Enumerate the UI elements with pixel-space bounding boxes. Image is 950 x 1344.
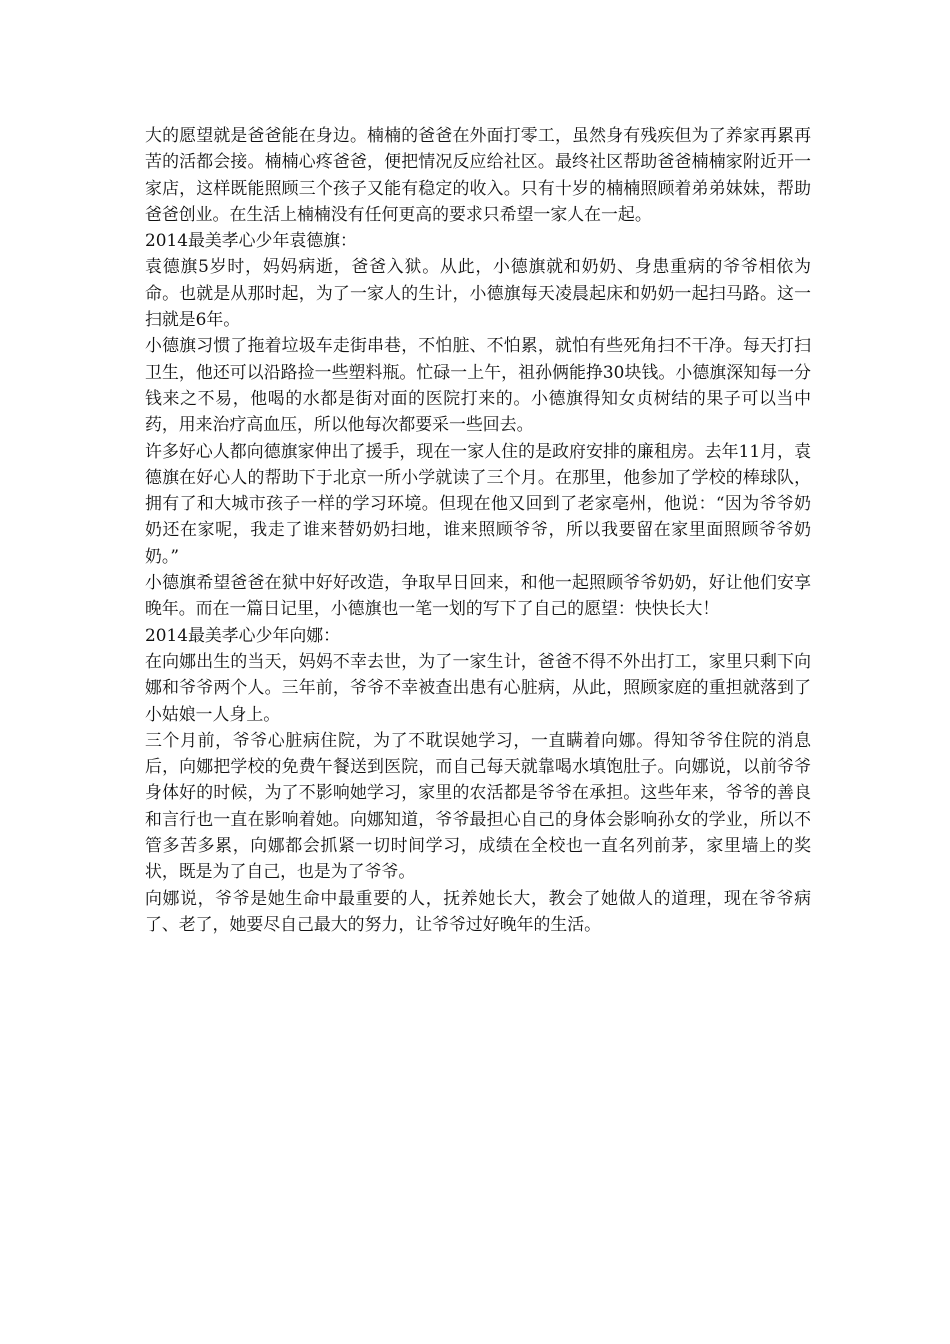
paragraph-yuan-deqi-intro: 袁德旗5岁时，妈妈病逝，爸爸入狱。从此，小德旗就和奶奶、身患重病的爷爷相依为命。也就是从那时起，为了一家人的生计，小德旗每天凌晨起床和奶奶一起扫马路。这一扫就是6年。 xyxy=(145,256,811,330)
paragraph-xiang-na-intro: 在向娜出生的当天，妈妈不幸去世，为了一家生计，爸爸不得不外出打工，家里只剩下向娜和爷爷两个人。三年前，爷爷不幸被查出患有心脏病，从此，照顾家庭的重担就落到了小姑娘一人身上。 xyxy=(145,650,811,724)
paragraph-yuan-deqi-help: 许多好心人都向德旗家伸出了援手，现在一家人住的是政府安排的廉租房。去年11月，袁德旗在好心人的帮助下于北京一所小学就读了三个月。在那里，他参加了学校的棒球队，拥有了和大城市孩子一样的学习环境。但现在他又回到了老家亳州，他说：“因为爷爷奶奶还在家呢，我走了谁来替奶奶扫地，谁来照顾爷爷，所以我要留在家里面照顾爷爷奶奶。” xyxy=(145,440,811,566)
paragraph-nannan-wish: 大的愿望就是爸爸能在身边。楠楠的爸爸在外面打零工，虽然身有残疾但为了养家再累再苦的活都会接。楠楠心疼爸爸，便把情况反应给社区。最终社区帮助爸爸楠楠家附近开一家店，这样既能照顾三个孩子又能有稳定的收入。只有十岁的楠楠照顾着弟弟妹妹，帮助爸爸创业。在生活上楠楠没有任何更高的要求只希望一家人在一起。 xyxy=(145,125,811,224)
paragraph-yuan-deqi-sweeping: 小德旗习惯了拖着垃圾车走街串巷，不怕脏、不怕累，就怕有些死角扫不干净。每天打扫卫生，他还可以沿路捡一些塑料瓶。忙碌一上午，祖孙俩能挣30块钱。小德旗深知每一分钱来之不易，他喝的水都是街对面的医院打来的。小德旗得知女贞树结的果子可以当中药，用来治疗高血压，所以他每次都要采一些回去。 xyxy=(145,335,811,435)
document-body xyxy=(145,122,811,937)
paragraph-yuan-deqi-wish: 小德旗希望爸爸在狱中好好改造，争取早日回来，和他一起照顾爷爷奶奶，好让他们安享晚年。而在一篇日记里，小德旗也一笔一划的写下了自己的愿望：快快长大！ xyxy=(145,572,811,619)
heading-xiang-na: 2014最美孝心少年向娜： xyxy=(145,624,341,645)
heading-yuan-deqi: 2014最美孝心少年袁德旗： xyxy=(145,230,357,251)
paragraph-xiang-na-wish: 向娜说，爷爷是她生命中最重要的人，抚养她长大，教会了她做人的道理，现在爷爷病了、老了，她要尽自己最大的努力，让爷爷过好晚年的生活。 xyxy=(145,887,811,934)
paragraph-xiang-na-hospital: 三个月前，爷爷心脏病住院，为了不耽误她学习，一直瞒着向娜。得知爷爷住院的消息后，向娜把学校的免费午餐送到医院，而自己每天就靠喝水填饱肚子。向娜说，以前爷爷身体好的时候，为了不影响她学习，家里的农活都是爷爷在承担。这些年来，爷爷的善良和言行也一直在影响着她。向娜知道，爷爷最担心自己的身体会影响孙女的学业，所以不管多苦多累，向娜都会抓紧一切时间学习，成绩在全校也一直名列前茅，家里墙上的奖状，既是为了自己，也是为了爷爷。 xyxy=(145,729,811,882)
